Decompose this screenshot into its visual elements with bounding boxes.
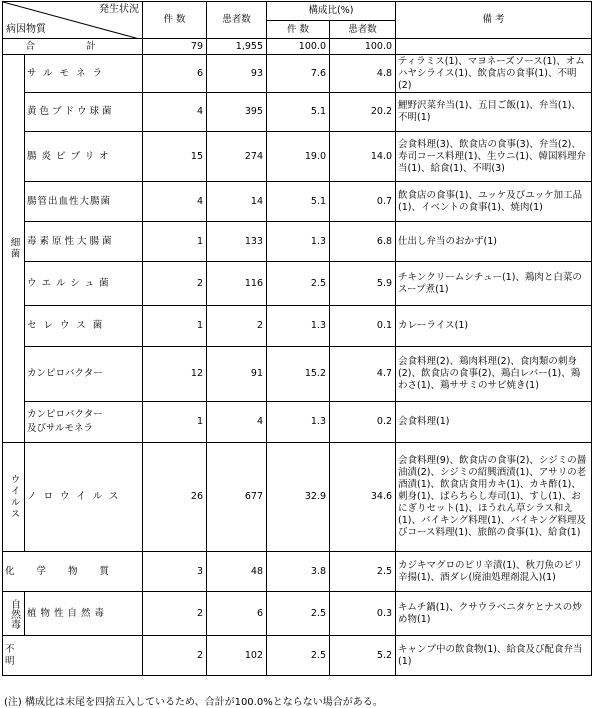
row-comp-cases: 1.3 [267, 402, 330, 443]
row-comp-patients: 34.6 [330, 443, 396, 552]
food-poisoning-table [2, 1, 592, 676]
total-label: 合 計 [3, 39, 143, 55]
row-name: 植物性自然毒 [25, 592, 143, 636]
table-row [3, 262, 592, 306]
row-comp-cases: 1.3 [267, 222, 330, 262]
group-virus: ウイルス [3, 443, 25, 552]
row-cases: 2 [143, 262, 207, 306]
group-natural-toxin: 自然毒 [3, 592, 25, 636]
row-name-line2: 及びサルモネラ [27, 423, 94, 434]
row-cases: 3 [143, 552, 207, 592]
row-cases: 6 [143, 55, 207, 93]
row-patients: 91 [207, 347, 267, 402]
row-remarks: 鯉野沢菜弁当(1)、五目ご飯(1)、弁当(1)、不明(1) [396, 93, 592, 132]
row-remarks: 飲食店の食事(1)、ユッケ及びユッケ加工品(1)、イベントの食事(1)、焼肉(1) [396, 182, 592, 222]
row-name: 毒素原性大腸菌 [25, 222, 143, 262]
row-patients: 2 [207, 306, 267, 347]
row-comp-patients: 2.5 [330, 552, 396, 592]
row-name-line1: カンピロバクター [27, 409, 103, 420]
header-pathogen: 病因物質 [6, 24, 46, 35]
row-cases: 26 [143, 443, 207, 552]
row-comp-cases: 5.1 [267, 93, 330, 132]
footnote: (注) 構成比は末尾を四捨五入しているため、合計が100.0%とならない場合がある。 [4, 697, 383, 708]
row-remarks: キムチ鍋(1)、クサウラベニタケとナスの炒め物(1) [396, 592, 592, 636]
row-patients: 14 [207, 182, 267, 222]
row-patients: 4 [207, 402, 267, 443]
row-remarks: チキンクリームシチュー(1)、鶏肉と白菜のスープ煮(1) [396, 262, 592, 306]
table-row [3, 552, 592, 592]
table-row [3, 636, 592, 676]
header-diagonal-cell [3, 2, 143, 39]
row-name: ノロウイルス [25, 443, 143, 552]
row-cases: 2 [143, 636, 207, 676]
row-name: サルモネラ [25, 55, 143, 93]
header-composition: 構成比(%) [267, 2, 396, 21]
row-remarks: キャンプ中の飲食物(1)、給食及び配食弁当(1) [396, 636, 592, 676]
row-comp-patients: 0.2 [330, 402, 396, 443]
row-comp-cases: 2.5 [267, 262, 330, 306]
row-cases: 1 [143, 402, 207, 443]
header-patients: 患者数 [207, 2, 267, 39]
row-comp-patients: 6.8 [330, 222, 396, 262]
row-name [25, 402, 143, 443]
row-remarks: カレーライス(1) [396, 306, 592, 347]
header-comp-patients: 患者数 [330, 21, 396, 39]
table-row [3, 592, 592, 636]
row-name: 不明 [3, 636, 143, 676]
row-patients: 102 [207, 636, 267, 676]
row-patients: 274 [207, 132, 267, 182]
row-comp-cases: 2.5 [267, 636, 330, 676]
total-cases: 79 [143, 39, 207, 55]
row-patients: 116 [207, 262, 267, 306]
row-name: 腸管出血性大腸菌 [25, 182, 143, 222]
row-comp-patients: 4.7 [330, 347, 396, 402]
table-row [3, 347, 592, 402]
row-patients: 6 [207, 592, 267, 636]
row-cases: 4 [143, 93, 207, 132]
row-comp-cases: 3.8 [267, 552, 330, 592]
row-comp-patients: 0.7 [330, 182, 396, 222]
row-comp-cases: 5.1 [267, 182, 330, 222]
row-comp-patients: 14.0 [330, 132, 396, 182]
table-row [3, 402, 592, 443]
row-patients: 133 [207, 222, 267, 262]
header-occurrence-status: 発生状況 [99, 4, 139, 15]
table-row-total [3, 39, 592, 55]
row-remarks: 会食料理(9)、飲食店の食事(2)、シジミの醤油漬(2)、シジミの紹興酒漬(1)、アサリの老酒漬(1)、飲食店食用カキ(1)、カキ酢(1)、刺身(1)、ばらちらし寿司(1)、すし(1)、おにぎりセット(1)、ほうれん草シラス和え(1)、バイキング料理(1)、バイキング料理及びコース料理(1)、旅館の食事(1)、給食(1) [396, 443, 592, 552]
row-patients: 395 [207, 93, 267, 132]
row-comp-cases: 1.3 [267, 306, 330, 347]
table-row [3, 182, 592, 222]
table-row [3, 55, 592, 93]
row-comp-patients: 0.1 [330, 306, 396, 347]
header-remarks: 備 考 [396, 2, 592, 39]
group-bacteria: 細菌 [3, 55, 25, 443]
row-remarks: 会食料理(1) [396, 402, 592, 443]
total-comp-patients: 100.0 [330, 39, 396, 55]
table-row [3, 443, 592, 552]
row-cases: 2 [143, 592, 207, 636]
table-row [3, 93, 592, 132]
row-patients: 93 [207, 55, 267, 93]
row-patients: 48 [207, 552, 267, 592]
row-comp-patients: 5.9 [330, 262, 396, 306]
row-name: 黄色ブドウ球菌 [25, 93, 143, 132]
row-cases: 12 [143, 347, 207, 402]
row-remarks: 仕出し弁当のおかず(1) [396, 222, 592, 262]
row-comp-cases: 15.2 [267, 347, 330, 402]
header-cases: 件 数 [143, 2, 207, 39]
row-name: カンピロバクター [25, 347, 143, 402]
row-comp-cases: 19.0 [267, 132, 330, 182]
row-name: 化学物質 [3, 552, 143, 592]
row-name: ウエルシュ菌 [25, 262, 143, 306]
row-cases: 1 [143, 222, 207, 262]
row-comp-patients: 4.8 [330, 55, 396, 93]
total-comp-cases: 100.0 [267, 39, 330, 55]
row-comp-cases: 32.9 [267, 443, 330, 552]
row-remarks: 会食料理(2)、鶏肉料理(2)、食肉類の刺身(2)、飲食店の食事(2)、鶏白レバー(1)、鶏わさ(1)、鶏ササミのサビ焼き(1) [396, 347, 592, 402]
table-row [3, 306, 592, 347]
row-remarks: カジキマグロのピリ辛漬(1)、秋刀魚のピリ辛揚(1)、酒ダレ(廃油処理剤混入)(1) [396, 552, 592, 592]
row-comp-cases: 2.5 [267, 592, 330, 636]
row-comp-patients: 0.3 [330, 592, 396, 636]
row-comp-cases: 7.6 [267, 55, 330, 93]
row-cases: 15 [143, 132, 207, 182]
total-patients: 1,955 [207, 39, 267, 55]
row-patients: 677 [207, 443, 267, 552]
row-remarks: 会食料理(3)、飲食店の食事(3)、弁当(2)、寿司コース料理(1)、生ウニ(1)、韓国料理弁当(1)、給食(1)、不明(3) [396, 132, 592, 182]
row-comp-patients: 20.2 [330, 93, 396, 132]
row-name: 腸炎ビブリオ [25, 132, 143, 182]
table-row [3, 132, 592, 182]
row-comp-patients: 5.2 [330, 636, 396, 676]
row-cases: 1 [143, 306, 207, 347]
header-comp-cases: 件 数 [267, 21, 330, 39]
table-row [3, 222, 592, 262]
row-name: セレウス菌 [25, 306, 143, 347]
row-cases: 4 [143, 182, 207, 222]
row-remarks: ティラミス(1)、マヨネーズソース(1)、オムハヤシライス(1)、飲食店の食事(1)、不明(2) [396, 55, 592, 93]
